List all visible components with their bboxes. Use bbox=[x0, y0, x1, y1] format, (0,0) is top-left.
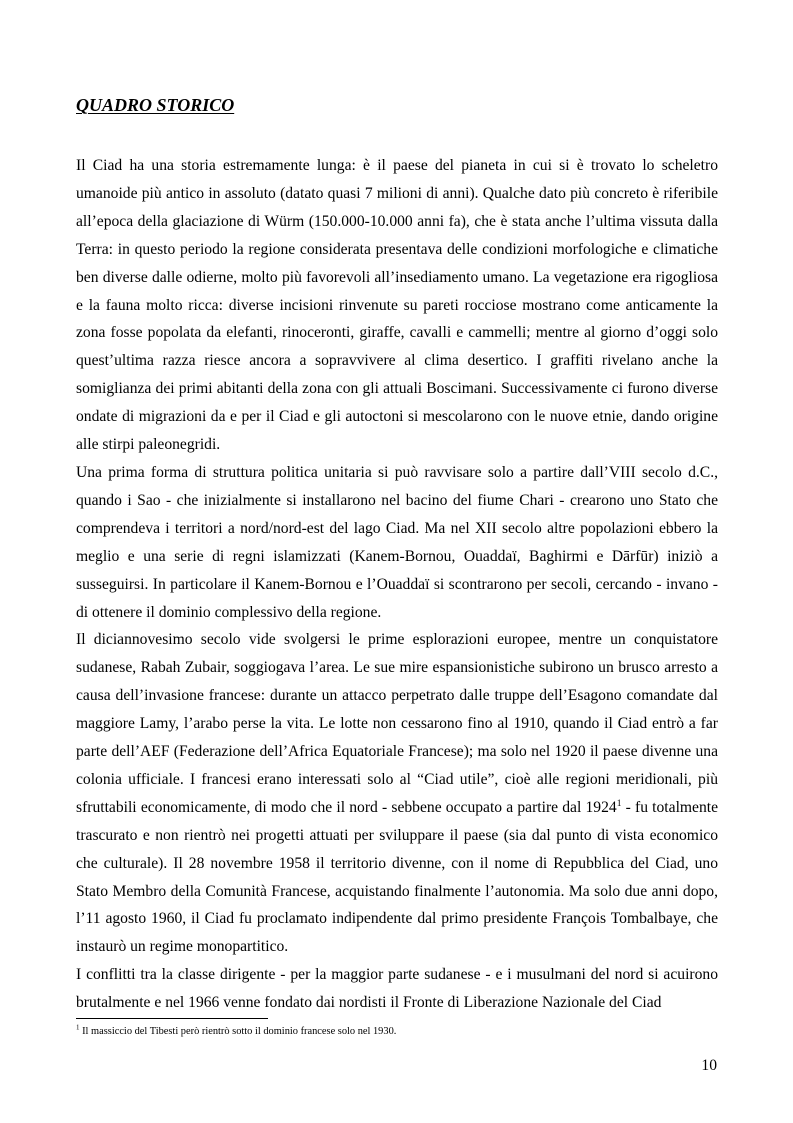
footnote-text: Il massiccio del Tibesti però rientrò sotto il dominio francese solo nel 1930. bbox=[79, 1026, 397, 1037]
footnote bbox=[76, 1025, 718, 1039]
section-title: QUADRO STORICO bbox=[76, 95, 235, 115]
footnote-divider bbox=[76, 1018, 268, 1019]
paragraph-colonial-era bbox=[76, 626, 718, 961]
page-number: 10 bbox=[701, 1057, 717, 1074]
paragraph-conflicts: I conflitti tra la classe dirigente - per la maggior parte sudanese - e i musulmani del nord si acuirono brutalmente e nel 1966 venne fondato dai nordisti il Fronte di Liberazione Nazionale del Ciad bbox=[76, 966, 718, 1012]
paragraph-colonial-text-part-1: Il diciannovesimo secolo vide svolgersi le prime esplorazioni europee, mentre un conquistatore sudanese, Rabah Zubair, soggiogava l’area. Le sue mire espansionistiche subirono un brusco arresto a causa dell’invasione francese: durante un attacco perpetrato dalle truppe dell’Esagono comandate dal maggiore Lamy, l’arabo perse la vita. Le lotte non cessarono fino al 1910, quando il Ciad entrò a far parte dell’AEF (Federazione dell’Africa Equatoriale Francese); ma solo nel 1920 il paese divenne una colonia ufficiale. I francesi erano interessati solo al “Ciad utile”, cioè alle regioni meridionali, più sfruttabili economicamente, di modo che il nord - sebbene occupato a partire dal 1924 bbox=[76, 631, 718, 816]
paragraph-prehistory: Il Ciad ha una storia estremamente lunga: è il paese del pianeta in cui si è trovato lo scheletro umanoide più antico in assoluto (datato quasi 7 milioni di anni). Qualche dato più concreto è riferibile all’epoca della glaciazione di Würm (150.000-10.000 anni fa), che è stata anche l’ultima vissuta dalla Terra: in questo periodo la regione considerata presentava delle condizioni morfologiche e climatiche ben diverse dalle odierne, molto più favorevoli all’insediamento umano. La vegetazione era rigogliosa e la fauna molto ricca: diverse incisioni rinvenute su pareti rocciose mostrano come anticamente la zona fosse popolata da elefanti, rinoceronti, giraffe, cavalli e cammelli; mentre al giorno d’oggi solo quest’ultima razza riesce ancora a sopravvivere al clima desertico. I graffiti rivelano anche la somiglianza dei primi abitanti della zona con gli attuali Boscimani. Successivamente ci furono diverse ondate di migrazioni da e per il Ciad e gli autoctoni si mescolarono con le nuove etnie, dando origine alle stirpi paleonegridi. bbox=[76, 157, 718, 454]
footnote-reference: 1 bbox=[616, 798, 622, 809]
body-text bbox=[76, 152, 718, 1017]
footnote-mark: 1 bbox=[76, 1023, 80, 1032]
paragraph-kingdoms: Una prima forma di struttura politica unitaria si può ravvisare solo a partire dall’VIII secolo d.C., quando i Sao - che inizialmente si installarono nel bacino del fiume Chari - crearono uno Stato che comprendeva i territori a nord/nord-est del lago Ciad. Ma nel XII secolo altre popolazioni ebbero la meglio e una serie di regni islamizzati (Kanem-Bornou, Ouaddaï, Baghirmi e Dārfūr) iniziò a susseguirsi. In particolare il Kanem-Bornou e l’Ouaddaï si scontrarono per secoli, cercando - invano - di ottenere il dominio complessivo della regione. bbox=[76, 463, 718, 621]
paragraph-colonial-text-part-2: - fu totalmente trascurato e non rientrò nei progetti attuati per sviluppare il paese (sia dal punto di vista economico che culturale). Il 28 novembre 1958 il territorio divenne, con il nome di Repubblica del Ciad, uno Stato Membro della Comunità Francese, acquistando finalmente l’autonomia. Ma solo due anni dopo, l’11 agosto 1960, il Ciad fu proclamato indipendente dal primo presidente François Tombalbaye, che instaurò un regime monopartitico. bbox=[76, 798, 718, 956]
